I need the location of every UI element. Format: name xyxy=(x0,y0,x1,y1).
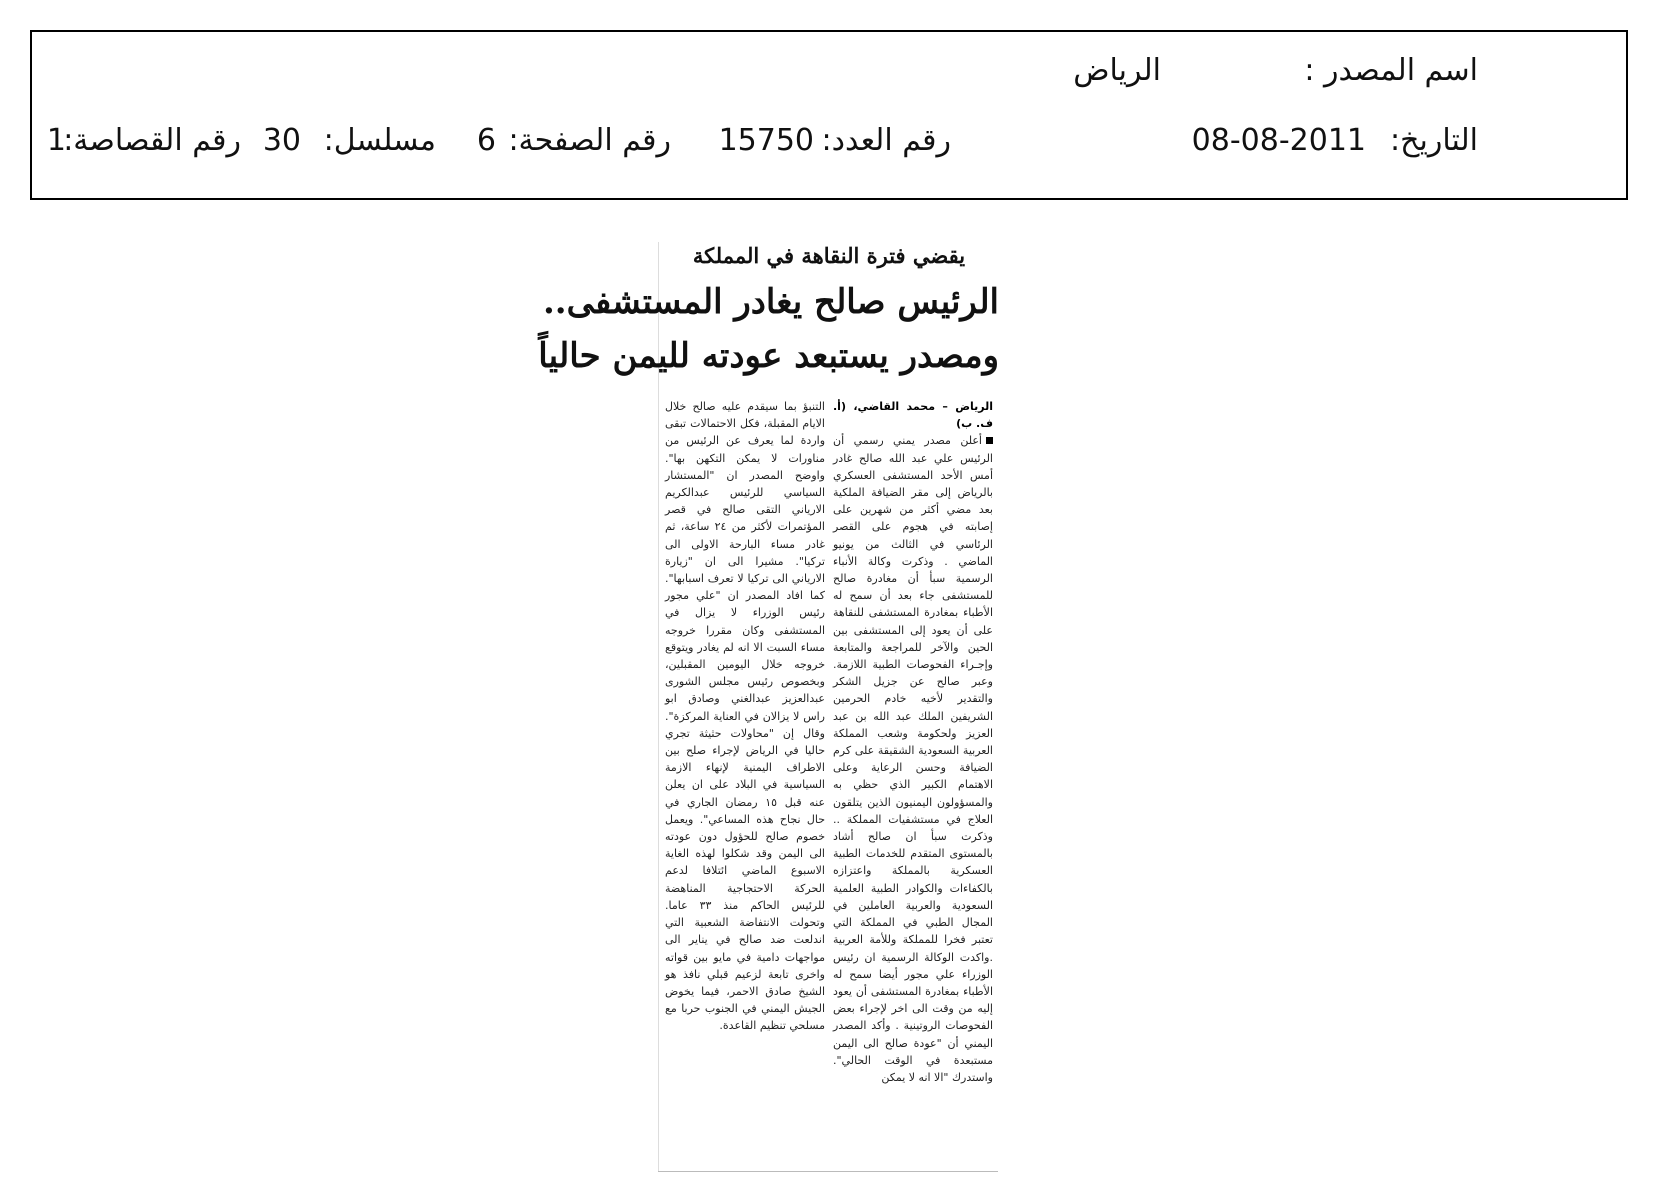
issue-label: رقم العدد: xyxy=(821,123,951,158)
paragraph-bullet-icon xyxy=(986,437,993,444)
article-column-left xyxy=(665,398,825,1035)
article-column-right xyxy=(833,398,993,1086)
source-value: الرياض xyxy=(1073,53,1161,88)
newspaper-clipping xyxy=(538,242,999,1172)
issue-value: 15750 xyxy=(718,123,814,158)
date-value: 08-08-2011 xyxy=(1191,123,1366,158)
document-header xyxy=(30,30,1628,200)
article-byline: الرياض – محمد القاضي، (أ. ف. ب) xyxy=(833,400,993,431)
article-kicker: يقضي فترة النقاهة في المملكة xyxy=(692,243,966,268)
clipping-bottom-edge xyxy=(658,1171,998,1172)
clip-number-label: رقم القصاصة: xyxy=(63,123,241,158)
source-label: اسم المصدر : xyxy=(1304,53,1478,88)
serial-value: 30 xyxy=(262,123,301,158)
page-value: 6 xyxy=(476,123,496,158)
serial-label: مسلسل: xyxy=(323,123,436,158)
date-label: التاريخ: xyxy=(1390,123,1478,158)
page-label: رقم الصفحة: xyxy=(508,123,671,158)
article-body-right: أعلن مصدر يمني رسمي أن الرئيس علي عبد الله صالح غادر أمس الأحد المستشفى العسكري بالرياض إلى مقر الضيافة الملكية بعد مضي أكثر من شهرين على إصابته في هجوم على القصر الرئاسي في الثالث من يونيو الماضي . وذكرت وكالة الأنباء الرسمية سبأ أن مغادرة صالح للمستشفى جاء بعد أن سمح له الأطباء بمغادرة المستشفى للنقاهة على أن يعود إلى المستشفى بين الحين والآخر للمراجعة والمتابعة وإجـراء الفحوصات الطبية اللازمة. وعبر صالح عن جزيل الشكر والتقدير لأخيه خادم الحرمين الشريفين الملك عبد الله بن عبد العزيز ولحكومة وشعب المملكة العربية السعودية الشقيقة على كرم الضيافة وحسن الرعاية وعلى الاهتمام الكبير الذي حظي به والمسؤولون اليمنيون الذين يتلقون العلاج في مستشفيات المملكة .. وذكرت سبأ ان صالح أشاد بالمستوى المتقدم للخدمات الطبية العسكرية بالمملكة واعتزازه بالكفاءات والكوادر الطبية العلمية السعودية والعربية العاملين في المجال الطبي في المملكة التي تعتبر فخرا للمملكة وللأمة العربية .واكدت الوكالة الرسمية ان رئيس الوزراء علي مجور أيضا سمح له الأطباء بمغادرة المستشفى أن يعود إليه من وقت الى اخر لإجراء بعض الفحوصات الروتينية . وأكد المصدر اليمني أن "عودة صالح الى اليمن مستبعدة في الوقت الحالي". واستدرك "الا انه لا يمكن xyxy=(833,434,993,1084)
clip-number-value: 1 xyxy=(46,123,66,158)
article-headline-line-2: ومصدر يستبعد عودته لليمن حالياً xyxy=(538,336,999,376)
article-headline-line-1: الرئيس صالح يغادر المستشفى.. xyxy=(542,282,999,322)
article-body-left: التنبؤ بما سيقدم عليه صالح خلال الايام المقبلة، فكل الاحتمالات تبقى واردة لما يعرف عن الرئيس من مناورات لا يمكن التكهن بها". واوضح المصدر ان "المستشار السياسي للرئيس عبدالكريم الارياني التقى صالح في قصر المؤتمرات لأكثر من ٢٤ ساعة، ثم غادر مساء البارحة الاولى الى تركيا". مشيرا الى ان "زيارة الارياني الى تركيا لا تعرف اسبابها". كما افاد المصدر ان "علي مجور رئيس الوزراء لا يزال في المستشفى وكان مقررا خروجه مساء السبت الا انه لم يغادر ويتوقع خروجه خلال اليومين المقبلين، وبخصوص رئيس مجلس الشورى عبدالعزيز عبدالغني وصادق ابو راس لا يزالان في العناية المركزة". وقال إن "محاولات حثيثة تجري حاليا في الرياض لإجراء صلح بين الاطراف اليمنية لإنهاء الازمة السياسية في البلاد على ان يعلن عنه قبل ١٥ رمضان الجاري في حال نجاح هذه المساعي". ويعمل خصوم صالح للحؤول دون عودته الى اليمن وقد شكلوا لهذه الغاية الاسبوع الماضي ائتلافا لدعم الحركة الاحتجاجية المناهضة للرئيس الحاكم منذ ٣٣ عاما. وتحولت الانتفاضة الشعبية التي اندلعت ضد صالح في يناير الى مواجهات دامية في مايو بين قواته واخرى تابعة لزعيم قبلي نافذ هو الشيخ صادق الاحمر، فيما يخوض الجيش اليمني في الجنوب حربا مع مسلحي تنظيم القاعدة. xyxy=(665,400,826,1033)
